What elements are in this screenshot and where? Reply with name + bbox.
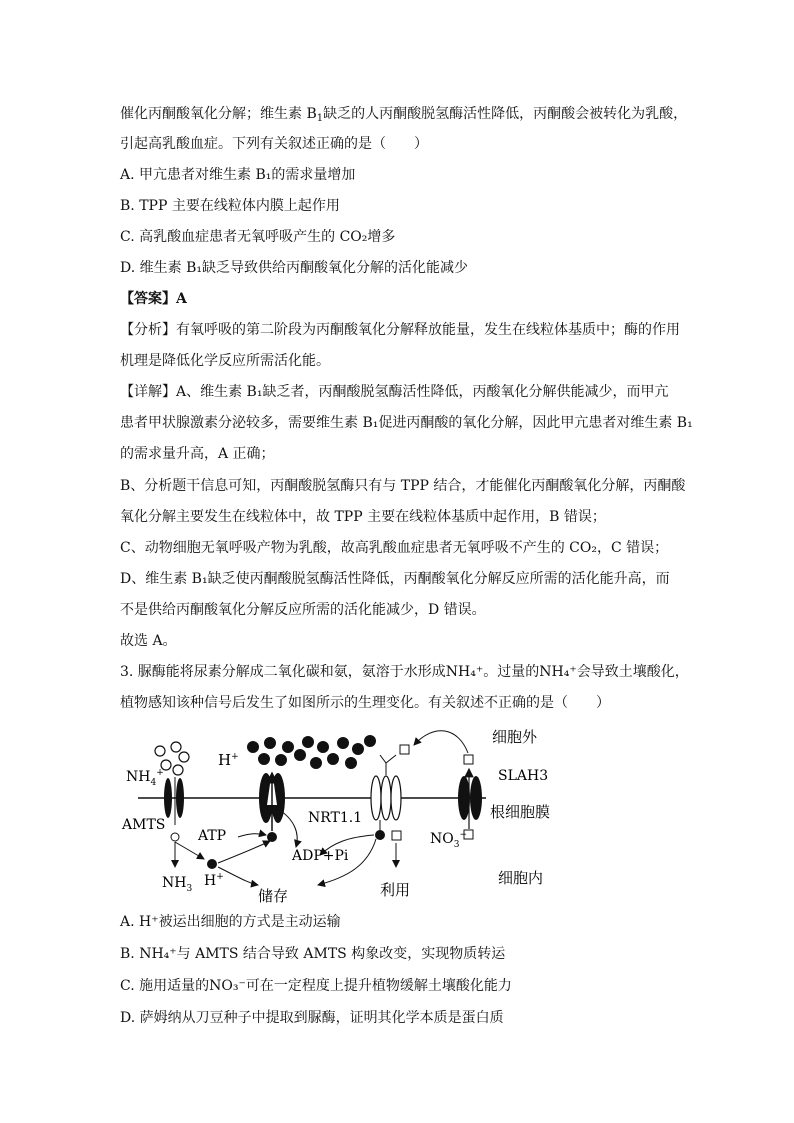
- atp-label: ATP: [198, 828, 227, 844]
- detail-line: 【详解】A、维生素 B₁缺乏者，丙酮酸脱氢酶活性降低，丙酸氧化分解供能减少，而甲亢: [120, 384, 669, 400]
- text-line: 催化丙酮酸氧化分解；维生素 $B_1$缺乏的人丙酮酸脱氢酶活性降低，丙酮酸会被转化为乳酸，: [120, 106, 688, 124]
- option-d-prev: D. 维生素 B₁缺乏导致供给丙酮酸氧化分解的活化能减少: [120, 260, 468, 276]
- detail-line: D、维生素 B₁缺乏使丙酮酸脱氢酶活性降低，丙酮酸氧化分解反应所需的活化能升高，而: [120, 571, 670, 587]
- h-plus-bottom-label: H+: [204, 872, 224, 889]
- option-a: A. H⁺被运出细胞的方式是主动运输: [120, 914, 341, 930]
- h-plus-cluster: [247, 735, 376, 769]
- membrane-label: 根细胞膜: [490, 803, 551, 821]
- analysis-line: 【分析】有氧呼吸的第二阶段为丙酮酸氧化分解释放能量，发生在线粒体基质中；酶的作用: [120, 322, 680, 338]
- detail-line: 氧化分解主要发生在线粒体中，故 TPP 主要在线粒体基质中起作用，B 错误；: [120, 509, 606, 525]
- option-b: B. NH₄⁺与 AMTS 结合导致 AMTS 构象改变，实现物质转运: [120, 946, 506, 962]
- adp-pi-label: ADP+Pi: [292, 848, 349, 864]
- no3-label: $NO_3^-$: [430, 830, 468, 850]
- slah3-label: SLAH3: [498, 768, 549, 784]
- use-label: 利用: [380, 881, 411, 899]
- detail-line: 的需求量升高，A 正确；: [120, 446, 275, 462]
- nh3-label: $NH_3$: [162, 875, 193, 894]
- h-plus-top-label: H+: [218, 751, 239, 769]
- option-a-prev: A. 甲亢患者对维生素 B₁的需求量增加: [120, 167, 356, 183]
- detail-line: C、动物细胞无氧呼吸产物为乳酸，故高乳酸血症患者无氧呼吸不产生的 CO₂，C 错误；: [120, 540, 669, 556]
- option-c-prev: C. 高乳酸血症患者无氧呼吸产生的 CO₂增多: [120, 229, 396, 245]
- option-c: C. 施用适量的NO₃⁻可在一定程度上提升植物缓解土壤酸化能力: [120, 978, 512, 994]
- nrt-label: NRT1.1: [308, 810, 363, 826]
- amts-label: AMTS: [122, 817, 166, 833]
- nrt1-1-transporter: [371, 776, 401, 820]
- nh4-inside: [171, 833, 179, 841]
- h-inside: [207, 859, 217, 869]
- answer-line: 【答案】A: [120, 291, 187, 307]
- detail-line: B、分析题干信息可知，丙酮酸脱氢酶只有与 TPP 结合，才能催化丙酮酸氧化分解，丙酮酸: [120, 478, 686, 494]
- nh4-label: $NH_4^+$: [126, 768, 164, 788]
- no3-outside: [400, 745, 409, 754]
- text-line: 引起高乳酸血症。下列有关叙述正确的是（ ）: [120, 136, 428, 152]
- option-d: D. 萨姆纳从刀豆种子中提取到脲酶，证明其化学本质是蛋白质: [120, 1010, 504, 1026]
- detail-line: 患者甲状腺激素分泌较多，需要维生素 B₁促进丙酮酸的氧化分解，因此甲亢患者对维生素 B₁: [120, 415, 693, 431]
- slah3-transporter: [458, 776, 482, 820]
- question-stem: 3. 脲酶能将尿素分解成二氧化碳和氨，氨溶于水形成NH₄⁺。过量的NH₄⁺会导致土壤酸化，: [120, 664, 689, 680]
- outside-label: 细胞外: [492, 728, 538, 746]
- inside-label: 细胞内: [498, 869, 544, 887]
- analysis-line: 机理是降低化学反应所需活化能。: [120, 353, 330, 369]
- detail-line: 不是供给丙酮酸氧化分解反应所需的活化能减少，D 错误。: [120, 602, 486, 618]
- membrane-transport-diagram: [118, 725, 558, 905]
- option-b-prev: B. TPP 主要在线粒体内膜上起作用: [120, 198, 340, 214]
- conclusion-line: 故选 A。: [120, 633, 177, 649]
- storage-label: 储存: [258, 887, 289, 905]
- question-stem: 植物感知该种信号后发生了如图所示的生理变化。有关叙述不正确的是（ ）: [120, 695, 610, 711]
